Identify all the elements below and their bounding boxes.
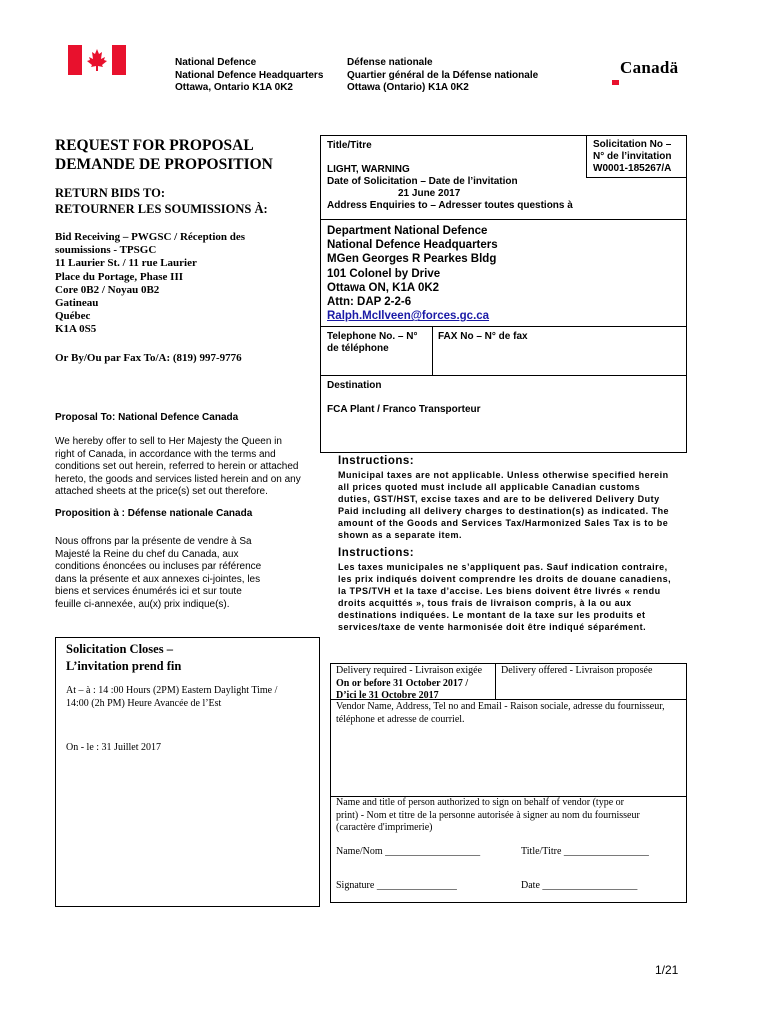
page-number: 1/21 (655, 963, 679, 977)
header-fr: Défense nationale Quartier général de la Défense nationale Ottawa (Ontario) K1A 0K2 (347, 57, 539, 93)
title-value: LIGHT, WARNING (327, 164, 410, 175)
title-label: Title/Titre (327, 140, 372, 151)
delivery-required: Delivery required - Livraison exigée On or before 31 October 2017 / D’ici le 31 Octobre 2017 (336, 665, 483, 701)
closing-date: On - le : 31 Juillet 2017 (66, 742, 161, 753)
page-title: REQUEST FOR PROPOSAL DEMANDE DE PROPOSITION (55, 137, 273, 173)
closing-time: At – à : 14 :00 Hours (2PM) Eastern Daylight Time / 14:00 (2h PM) Heure Avancée de l’Est (66, 685, 278, 709)
proposal-to: Proposal To: National Defence Canada (55, 412, 239, 423)
return-bids-heading: RETURN BIDS TO: RETOURNER LES SOUMISSIONS À: (55, 186, 268, 216)
canada-flag-icon (68, 45, 126, 75)
signature-field[interactable]: Signature ________________ (336, 880, 457, 891)
delivery-offered: Delivery offered - Livraison proposée (501, 665, 653, 676)
contact-address: Department National Defence National Defence Headquarters MGen Georges R Pearkes Bldg 101 Colonel by Drive Ottawa ON, K1A 0K2 Attn: DAP 2-2-6 Ralph.McIlveen@forces.gc.ca (327, 225, 498, 323)
telephone-label: Telephone No. – N° de téléphone (327, 331, 418, 354)
return-address: Bid Receiving – PWGSC / Réception des soumissions - TPSGC 11 Laurier St. / 11 rue Laurier Place du Portage, Phase III Core 0B2 / Noyau 0B2 Gatineau Québec K1A 0S5 (55, 231, 246, 336)
proposition-a: Proposition à : Défense nationale Canada (55, 508, 253, 519)
solicitation-closes-title: Solicitation Closes – L’invitation prend fin (66, 642, 182, 673)
date-field[interactable]: Date ___________________ (521, 880, 638, 891)
date-label: Date of Solicitation – Date de l’invitation (327, 176, 518, 187)
enquiries-label: Address Enquiries to – Adresser toutes questions à (327, 200, 573, 211)
fax-line: Or By/Ou par Fax To/A: (819) 997-9776 (55, 352, 242, 364)
instructions-fr: Les taxes municipales ne s’appliquent pas. Sauf indication contraire, les prix indiqués doivent comprendre les droits de douane canadiens, la TPS/TVH et la taxe d’accise. Les biens doivent être livrés « rendu droits acquittés », tous frais de livraison compris, à la ou aux destinations indiquées. Le montant de la taxe sur les produits et services/taxe de vente harmonisée doit être indiqué séparément. (338, 562, 672, 632)
destination-label: Destination (327, 380, 382, 391)
title-field[interactable]: Title/Titre _________________ (521, 846, 649, 857)
contact-email-link[interactable]: Ralph.McIlveen@forces.gc.ca (327, 310, 490, 323)
header-en: National Defence National Defence Headquarters Ottawa, Ontario K1A 0K2 (175, 57, 324, 93)
name-field[interactable]: Name/Nom ___________________ (336, 846, 481, 857)
instructions-heading-en: Instructions: (338, 455, 415, 467)
offer-text-fr: Nous offrons par la présente de vendre à Sa Majesté la Reine du chef du Canada, aux conditions énoncées ou incluses par référence dans la présente et aux annexes ci-jointes, les biens et services énumérés ici et sur toute feuille ci-annexée, au(x) prix indique(s). (55, 536, 262, 610)
solicitation-number: Solicitation No – N° de l’invitation W0001-185267/A (593, 139, 672, 174)
fax-label: FAX No – N° de fax (438, 331, 528, 342)
instructions-heading-fr: Instructions: (338, 547, 415, 559)
vendor-info-label: Vendor Name, Address, Tel no and Email - Raison sociale, adresse du fournisseur, téléphone et adresse de courriel. (336, 701, 665, 725)
date-value: 21 June 2017 (398, 188, 461, 199)
destination-value: FCA Plant / Franco Transporteur (327, 404, 481, 415)
authorized-person-label: Name and title of person authorized to sign on behalf of vendor (type or print) - Nom et titre de la personne autorisée à signer au nom du fournisseur (caractère d'imprimerie) (336, 797, 640, 833)
canada-wordmark: Canadä (620, 58, 682, 98)
solicitation-closes-box (55, 637, 320, 907)
offer-text-en: We hereby offer to sell to Her Majesty the Queen in right of Canada, in accordance with the terms and conditions set out herein, referred to herein or attached hereto, the goods and services listed herein and on any attached sheets at the price(s) set out therefore. (55, 436, 301, 497)
wordmark-flag-icon (612, 80, 619, 85)
instructions-en: Municipal taxes are not applicable. Unless otherwise specified herein all prices quoted must include all applicable Canadian customs duties, GST/HST, excise taxes and are to be delivered Delivery Duty Paid including all delivery charges to destination(s) as indicated. The amount of the Goods and Services Tax/Harmonized Sales Tax is to be shown as a separate item. (338, 470, 670, 540)
